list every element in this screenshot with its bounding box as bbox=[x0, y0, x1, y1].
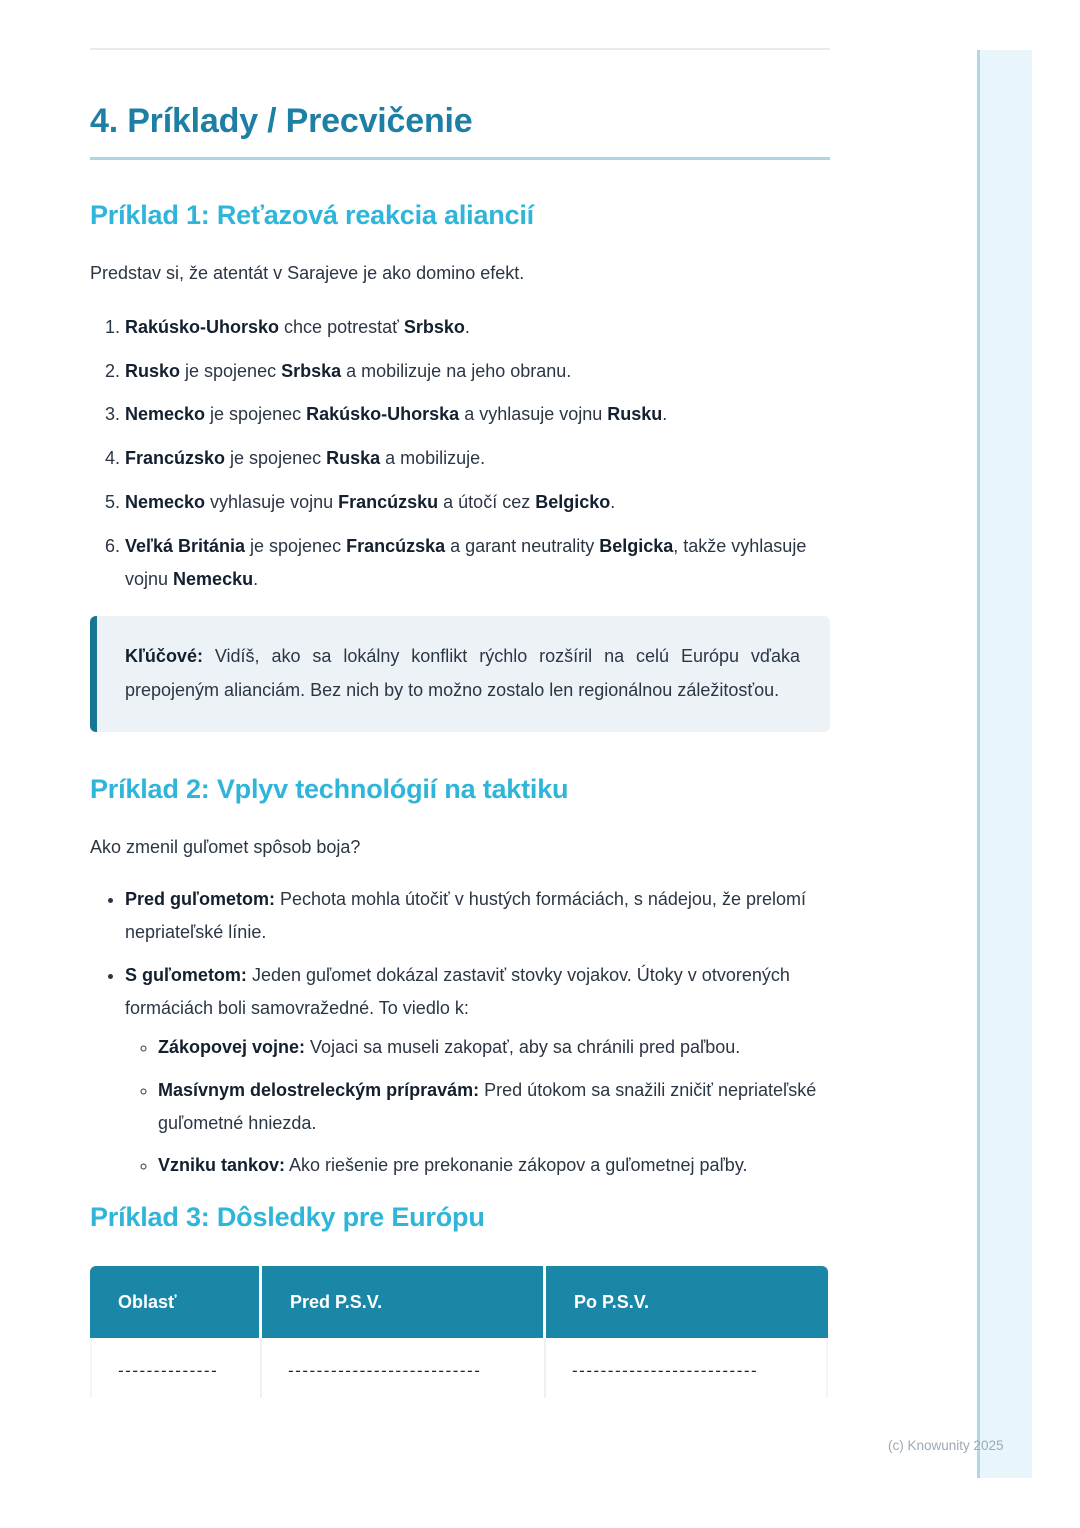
list-item: 1. Rakúsko-Uhorsko chce potrestať Srbsko. bbox=[125, 311, 830, 344]
list-item: ◦ Vzniku tankov: Ako riešenie pre prekonanie zákopov a guľometnej paľby. bbox=[158, 1149, 830, 1182]
alliance-chain-list bbox=[90, 311, 830, 597]
top-divider bbox=[90, 48, 830, 50]
section-heading-example3: Príklad 3: Dôsledky pre Európu bbox=[90, 1202, 485, 1233]
list-item: ◦ Zákopovej vojne: Vojaci sa museli zakopať, aby sa chránili pred paľbou. bbox=[158, 1031, 830, 1064]
table-header-row bbox=[90, 1266, 828, 1339]
section-heading-example2: Príklad 2: Vplyv technológií na taktiku bbox=[90, 773, 569, 804]
note-content bbox=[90, 0, 830, 1398]
list-item: 4. Francúzsko je spojenec Ruska a mobilizuje. bbox=[125, 442, 830, 475]
table-header-cell: Oblasť bbox=[90, 1266, 262, 1339]
section-heading-example1: Príklad 1: Reťazová reakcia aliancií bbox=[90, 199, 534, 230]
table-cell: --------------------------- bbox=[262, 1338, 546, 1398]
list-item: • Pred guľometom: Pechota mohla útočiť v hustých formáciách, s nádejou, že prelomí nepriateľské línie. bbox=[125, 883, 830, 949]
copyright-watermark: (c) Knowunity 2025 bbox=[888, 1438, 1004, 1453]
list-item: ◦ Masívnym delostreleckým prípravám: Pred útokom sa snažili zničiť nepriateľské guľometné hniezda. bbox=[158, 1074, 830, 1140]
consequences-table bbox=[90, 1266, 828, 1399]
list-item bbox=[125, 959, 830, 1183]
list-item: 5. Nemecko vyhlasuje vojnu Francúzsku a útočí cez Belgicko. bbox=[125, 486, 830, 519]
callout-text: Kľúčové: Vidíš, ako sa lokálny konflikt rýchlo rozšíril na celú Európu vďaka prepojeným alianciám. Bez nich by to možno zostalo len regionálnou záležitosťou. bbox=[125, 646, 800, 700]
table-header-cell: Po P.S.V. bbox=[546, 1266, 828, 1339]
table-header-cell: Pred P.S.V. bbox=[262, 1266, 546, 1339]
table-cell: -------------- bbox=[90, 1338, 262, 1398]
list-item: 2. Rusko je spojenec Srbska a mobilizuje na jeho obranu. bbox=[125, 355, 830, 388]
table-row bbox=[90, 1338, 828, 1398]
tactics-sub-list bbox=[125, 1031, 830, 1183]
title-underline bbox=[90, 157, 830, 160]
next-page-edge-decoration bbox=[977, 50, 1032, 1478]
list-item-text: S guľometom: Jeden guľomet dokázal zastaviť stovky vojakov. Útoky v otvorených formáciách boli samovražedné. To viedlo k: bbox=[125, 964, 790, 1018]
list-item: 6. Veľká Británia je spojenec Francúzska a garant neutrality Belgicka, takže vyhlasuje vojnu Nemecku. bbox=[125, 530, 830, 596]
list-item: 3. Nemecko je spojenec Rakúsko-Uhorska a vyhlasuje vojnu Rusku. bbox=[125, 398, 830, 431]
example2-intro: Ako zmenil guľomet spôsob boja? bbox=[90, 836, 361, 857]
example1-intro: Predstav si, že atentát v Sarajeve je ako domino efekt. bbox=[90, 262, 525, 283]
table-cell: -------------------------- bbox=[546, 1338, 828, 1398]
page-title: 4. Príklady / Precvičenie bbox=[90, 102, 473, 140]
machine-gun-effects-list bbox=[90, 883, 830, 1183]
key-insight-callout bbox=[90, 616, 830, 732]
